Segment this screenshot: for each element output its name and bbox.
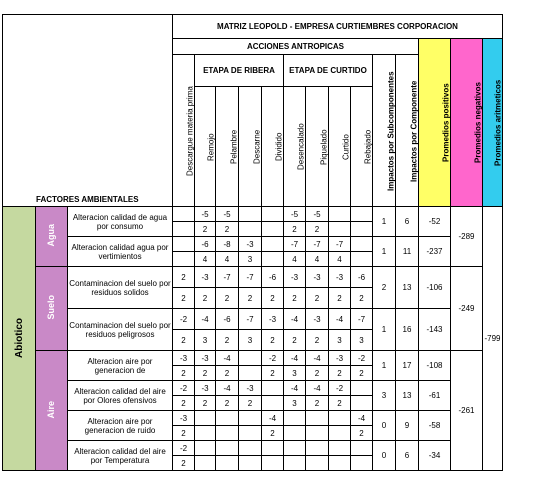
imp-sub-agua: -289 [451,207,483,267]
cell-value: -4 [284,309,306,330]
cell-value [239,426,262,441]
cell-value: -3 [195,381,216,396]
col-prom-neg: Promedios negativos [451,39,483,207]
cell-value: 2 [306,330,329,351]
cell-value [239,207,262,222]
cell-value [173,222,195,237]
cell-value [329,411,351,426]
cell-value: -2 [329,381,351,396]
imp-sub-aire: -261 [451,351,483,471]
cell-value: -3 [239,237,262,252]
cell-value [195,456,216,471]
cell-value [351,207,373,222]
cell-value: 3 [351,330,373,351]
cell-value [216,441,239,456]
cell-value: -4 [262,411,284,426]
cell-value: -3 [329,351,351,366]
cell-value [262,396,284,411]
prom-arit-value: -237 [419,237,451,267]
cell-value: -5 [306,207,329,222]
prom-arit-value: -108 [419,351,451,381]
cell-value [329,207,351,222]
cell-value: -2 [262,351,284,366]
cell-value: 3 [329,330,351,351]
cell-value: -4 [284,381,306,396]
col-prom-pos: Promedios positivos [419,39,451,207]
cell-value: 3 [284,396,306,411]
cell-value [262,252,284,267]
prom-pos-value: 0 [373,441,396,471]
cell-value: 2 [329,288,351,309]
cell-value [284,441,306,456]
cell-value: 2 [351,288,373,309]
prom-arit-value: -143 [419,309,451,351]
prom-arit-value: -58 [419,411,451,441]
cell-value [173,207,195,222]
prom-pos-value: 1 [373,237,396,267]
cell-value [239,441,262,456]
factor-description: Alteracion aire por generacion de [68,351,173,381]
col-imp-comp: Impactos por Componente [396,55,419,207]
prom-arit-value: -106 [419,267,451,309]
cell-value: 2 [216,288,239,309]
cell-value: 2 [284,330,306,351]
category-abiotico: Abiotico [3,207,36,471]
cell-value [262,381,284,396]
cell-value: -4 [284,351,306,366]
cell-value: -7 [284,237,306,252]
cell-value: 4 [306,252,329,267]
cell-value [351,456,373,471]
col-descarne: Descarne [239,87,262,207]
col-remojo: Remojo [195,87,216,207]
prom-neg-value: 6 [396,207,419,237]
col-desencalado: Desencalado [284,87,306,207]
cell-value: 2 [306,396,329,411]
cell-value [329,426,351,441]
cell-value [329,456,351,471]
cell-value [284,456,306,471]
cell-value: 2 [216,366,239,381]
cell-value: 3 [284,366,306,381]
prom-arit-value: -34 [419,441,451,471]
cell-value: -4 [216,351,239,366]
cell-value [216,426,239,441]
cell-value: 2 [306,222,329,237]
cell-value: 2 [284,222,306,237]
cell-value: -6 [351,267,373,288]
col-prom-arit: Promedios aritmeticos [483,39,503,207]
cell-value: 2 [351,426,373,441]
prom-pos-value: 0 [373,411,396,441]
cell-value: -3 [306,267,329,288]
cell-value: 2 [173,288,195,309]
cell-value: -3 [195,267,216,288]
cell-value: -6 [216,309,239,330]
cell-value [239,366,262,381]
cell-value [195,426,216,441]
cell-value [329,441,351,456]
cell-value: -3 [173,351,195,366]
cell-value: 2 [195,222,216,237]
cell-value [306,411,329,426]
cell-value: -3 [239,381,262,396]
prom-neg-value: 11 [396,237,419,267]
prom-neg-value: 9 [396,411,419,441]
cell-value: 2 [173,456,195,471]
cell-value [262,207,284,222]
cell-value: -2 [351,351,373,366]
cell-value: 2 [195,366,216,381]
cell-value: 4 [216,252,239,267]
cell-value: 2 [329,396,351,411]
prom-pos-value: 1 [373,309,396,351]
cell-value: -7 [329,237,351,252]
cell-value [306,441,329,456]
matrix-title: MATRIZ LEOPOLD - EMPRESA CURTIEMBRES CORPORACION [173,15,503,39]
subcomponent-aire: Aire [36,351,68,471]
cell-value: -3 [173,411,195,426]
cell-value: 2 [306,366,329,381]
col-imp-sub: Impactos por Subcomponentes [373,55,396,207]
cell-value [351,222,373,237]
cell-value: -4 [195,309,216,330]
factor-description: Alteracion calidad de agua por consumo [68,207,173,237]
cell-value: -7 [306,237,329,252]
cell-value [351,441,373,456]
cell-value [262,456,284,471]
prom-arit-value: -52 [419,207,451,237]
cell-value: -2 [173,309,195,330]
subcomponent-agua: Agua [36,207,68,267]
cell-value [262,441,284,456]
cell-value [195,411,216,426]
factor-description: Contaminacion del suelo por residuos peligrosos [68,309,173,351]
cell-value: 4 [284,252,306,267]
cell-value: 2 [216,222,239,237]
cell-value: 2 [262,426,284,441]
prom-arit-value: -61 [419,381,451,411]
acciones-header: ACCIONES ANTROPICAS [173,39,419,55]
cell-value: 2 [173,426,195,441]
cell-value: 2 [262,366,284,381]
cell-value: 2 [329,366,351,381]
prom-pos-value: 1 [373,207,396,237]
cell-value: 3 [239,330,262,351]
cell-value [351,396,373,411]
cell-value: -4 [351,411,373,426]
cell-value [329,222,351,237]
prom-neg-value: 16 [396,309,419,351]
cell-value: 2 [195,288,216,309]
prom-pos-value: 2 [373,267,396,309]
col-descargue: Descargue materia prima [173,55,195,207]
factores-header: FACTORES AMBIENTALES [3,15,173,207]
cell-value: 2 [173,366,195,381]
cell-value [173,237,195,252]
cell-value [216,411,239,426]
factor-description: Alteracion calidad del aire por Olores ofensivos [68,381,173,411]
prom-neg-value: 6 [396,441,419,471]
col-rebajado: Rebajado [351,87,373,207]
cell-value [262,222,284,237]
cell-value [284,411,306,426]
cell-value: 2 [173,267,195,288]
prom-pos-value: 3 [373,381,396,411]
cell-value: 2 [216,396,239,411]
etapa-ribera: ETAPA DE RIBERA [195,55,284,87]
cell-value: 3 [195,330,216,351]
cell-value: -4 [306,381,329,396]
etapa-curtido: ETAPA DE CURTIDO [284,55,373,87]
cell-value: -7 [351,309,373,330]
cell-value [284,426,306,441]
cell-value: -5 [284,207,306,222]
cell-value: -4 [329,309,351,330]
cell-value: -4 [306,351,329,366]
cell-value [351,252,373,267]
col-piquelado: Piquelado [306,87,329,207]
cell-value [239,351,262,366]
cell-value: 2 [351,366,373,381]
cell-value [195,441,216,456]
factor-description: Contaminacion del suelo por residuos solidos [68,267,173,309]
cell-value [239,456,262,471]
cell-value: -7 [216,267,239,288]
prom-neg-value: 17 [396,351,419,381]
cell-value: -3 [195,351,216,366]
col-dividido: Dividido [262,87,284,207]
cell-value: -6 [262,267,284,288]
cell-value [351,381,373,396]
cell-value: 4 [329,252,351,267]
cell-value: 2 [173,330,195,351]
subcomponent-suelo: Suelo [36,267,68,351]
cell-value: -2 [173,381,195,396]
cell-value [173,252,195,267]
cell-value [239,411,262,426]
cell-value: -3 [306,309,329,330]
cell-value: 3 [239,252,262,267]
cell-value [351,237,373,252]
cell-value: 2 [195,396,216,411]
imp-sub-suelo: -249 [451,267,483,351]
cell-value: -2 [173,441,195,456]
prom-neg-value: 13 [396,381,419,411]
factor-description: Alteracion calidad agua por vertimientos [68,237,173,267]
cell-value [239,222,262,237]
cell-value: -7 [239,309,262,330]
cell-value: 2 [284,288,306,309]
cell-value [262,237,284,252]
cell-value: -8 [216,237,239,252]
cell-value: 2 [239,396,262,411]
prom-pos-value: 1 [373,351,396,381]
cell-value: -3 [329,267,351,288]
factor-description: Alteracion aire por generacion de ruido [68,411,173,441]
factor-description: Alteracion calidad del aire por Temperatura [68,441,173,471]
col-curtido: Curtido [329,87,351,207]
cell-value: -4 [216,381,239,396]
cell-value [306,456,329,471]
col-pelambre: Pelambre [216,87,239,207]
cell-value: -3 [284,267,306,288]
cell-value: 2 [262,330,284,351]
leopold-matrix [2,14,503,471]
cell-value: 2 [262,288,284,309]
imp-componente: -799 [483,207,503,471]
cell-value: -3 [262,309,284,330]
prom-neg-value: 13 [396,267,419,309]
cell-value: -5 [195,207,216,222]
cell-value [306,426,329,441]
cell-value: 2 [239,288,262,309]
cell-value: 4 [195,252,216,267]
cell-value: 2 [306,288,329,309]
cell-value: 2 [173,396,195,411]
cell-value: -5 [216,207,239,222]
cell-value [216,456,239,471]
cell-value: -6 [195,237,216,252]
cell-value: -7 [239,267,262,288]
cell-value: 2 [216,330,239,351]
